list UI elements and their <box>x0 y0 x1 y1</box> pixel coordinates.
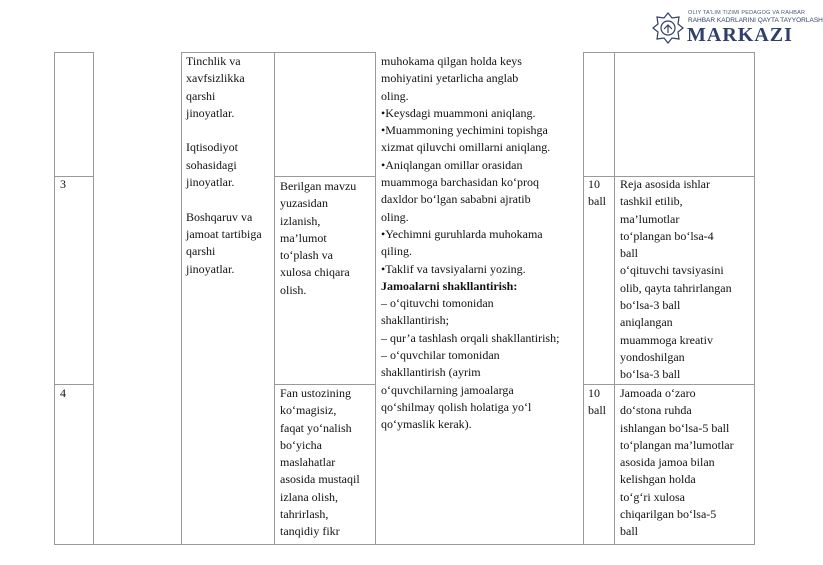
method-cell <box>381 53 581 434</box>
method-step: •Muammoning yechimini topishga xizmat qiluvchi omillarni aniqlang. <box>381 123 551 155</box>
criteria-row-3: Reja asosida ishlar tashkil etilib, ma’lumotlar to‘plangan bo‘lsa-4 ball o‘qituvchi tavsiyasini olib, qayta tahrirlangan bo‘lsa-3 ball aniqlangan muammoga kreativ yondoshilgan bo‘lsa-3 ball <box>620 177 732 382</box>
row-3-number: 3 <box>60 177 66 191</box>
score-row-3: 10 ball <box>588 177 606 209</box>
team-heading: Jamoalarni shakllantirish: <box>381 278 518 293</box>
criteria-row-4: Jamoada o‘zaro do‘stona ruhda ishlangan bo‘lsa-5 ball to‘plangan ma’lumotlar asosida jamoa bilan kelishgan holda to‘g‘ri xulosa chiqarilgan bo‘lsa-5 ball <box>620 386 734 539</box>
row-4-number: 4 <box>60 386 66 400</box>
logo-line-2: RAHBAR KADRLARINI QAYTA TAYYORLASH <box>688 17 823 24</box>
task-row-3: Berilgan mavzu yuzasidan izlanish, ma’lumot to‘plash va xulosa chiqara olish. <box>280 179 357 297</box>
method-step: •Aniqlangan omillar orasidan muammoga barchasidan ko‘proq daxldor bo‘lgan sababni ajratib oling. <box>381 157 539 224</box>
method-step: •Keysdagi muammoni aniqlang. <box>381 105 536 120</box>
score-row-4: 10 ball <box>588 386 606 418</box>
method-step: •Taklif va tavsiyalarni yozing. <box>381 261 526 276</box>
logo-line-1: OLIY TA'LIM TIZIMI PEDAGOG VA RAHBAR <box>688 10 806 16</box>
academic-emblem-icon <box>652 12 684 44</box>
team-item: – qur’a tashlash orqali shakllantirish; <box>381 330 560 345</box>
logo-title: MARKAZI <box>687 24 793 46</box>
team-item: – o‘qituvchi tomonidan shakllantirish; <box>381 296 494 328</box>
task-row-4: Fan ustozining ko‘magisiz, faqat yo‘nalish bo‘yicha maslahatlar asosida mustaqil izlana olish, tahrirlash, tanqidiy fikr <box>280 386 360 539</box>
method-step: •Yechimni guruhlarda muhokama qiling. <box>381 226 543 259</box>
crime-categories: Tinchlik va xavfsizlikka qarshi jinoyatlar. Iqtisodiyot sohasidagi jinoyatlar. Boshqaruv va jamoat tartibiga qarshi jinoyatlar. <box>186 54 262 276</box>
team-item: – o‘quvchilar tomonidan shakllantirish (ayrim o‘quvchilarning jamoalarga qo‘shilmay qolish holatiga yo‘l qo‘ymaslik kerak). <box>381 348 532 432</box>
method-intro: muhokama qilgan holda keys mohiyatini yetarlicha anglab oling. <box>381 54 522 103</box>
markazi-logo <box>652 8 823 50</box>
